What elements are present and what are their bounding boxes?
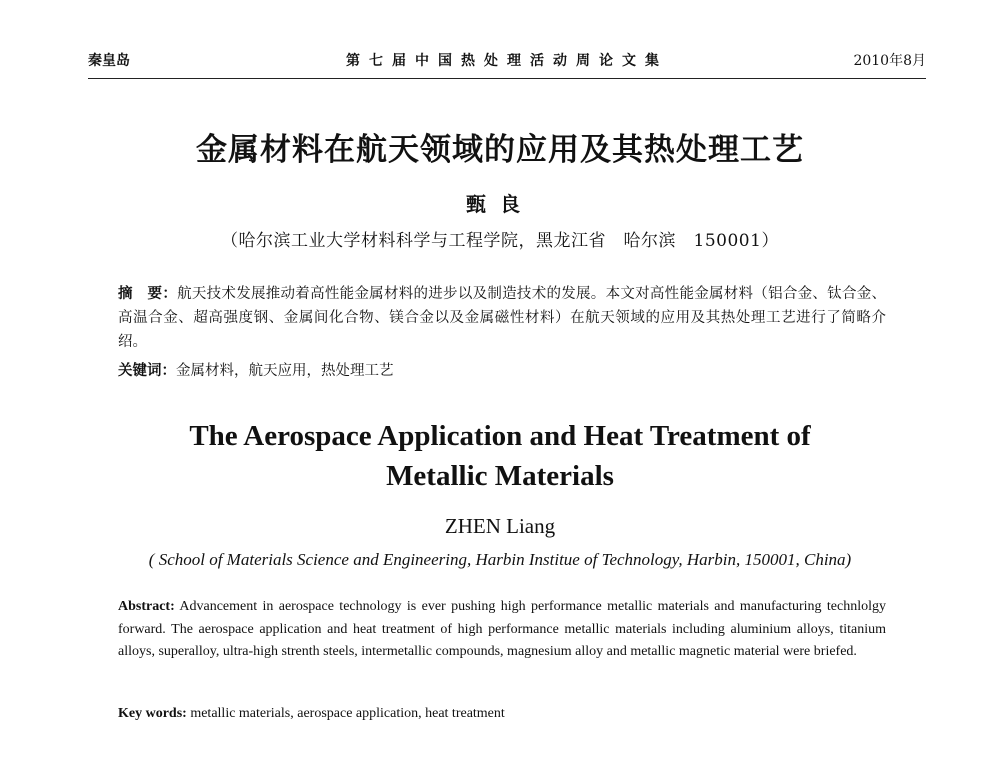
english-abstract xyxy=(118,596,886,664)
chinese-title: 金属材料在航天领域的应用及其热处理工艺 xyxy=(196,132,804,168)
english-abstract-text: Advancement in aerospace technology is ever pushing high performance metallic materials and manufacturing technlolgy forward. The aerospace application and heat treatment of high performance metallic materials including aluminium alloys, titanium alloys, superalloy, ultra-high strenth steels, intermetallic compounds, magnesium alloy and metallic magnetic material were briefed. xyxy=(118,599,886,659)
header-divider xyxy=(88,78,926,79)
english-title-line-2: Metallic Materials xyxy=(386,460,614,492)
english-title xyxy=(0,416,1000,496)
chinese-affiliation: （哈尔滨工业大学材料科学与工程学院，黑龙江省 哈尔滨 150001） xyxy=(221,231,779,251)
english-title-line-1: The Aerospace Application and Heat Treatment of xyxy=(189,420,811,452)
chinese-abstract-label: 摘 要： xyxy=(118,286,178,302)
english-abstract-label: Abstract: xyxy=(118,599,175,614)
english-author: ZHEN Liang xyxy=(444,514,556,538)
chinese-keywords xyxy=(118,360,886,382)
header-location: 秦皇岛 xyxy=(88,53,130,69)
running-header xyxy=(88,50,926,74)
chinese-author: 甄良 xyxy=(466,192,534,216)
chinese-abstract-text: 航天技术发展推动着高性能金属材料的进步以及制造技术的发展。本文对高性能金属材料（铝合金、钛合金、高温合金、超高强度钢、金属间化合物、镁合金以及金属磁性材料）在航天领域的应用及其热处理工艺进行了简略介绍。 xyxy=(118,286,887,350)
header-date: 2010年8月 xyxy=(853,53,926,69)
english-keywords-text: metallic materials, aerospace application, heat treatment xyxy=(190,706,505,721)
english-keywords xyxy=(118,703,886,725)
header-proceedings-title: 第七届中国热处理活动周论文集 xyxy=(346,53,668,69)
chinese-keywords-label: 关键词： xyxy=(118,363,176,379)
chinese-abstract xyxy=(118,282,886,354)
english-affiliation: ( School of Materials Science and Engineering, Harbin Institue of Technology, Harbin, 150001, China) xyxy=(148,550,852,569)
chinese-keywords-text: 金属材料，航天应用，热处理工艺 xyxy=(176,363,394,379)
english-keywords-label: Key words: xyxy=(118,706,187,721)
